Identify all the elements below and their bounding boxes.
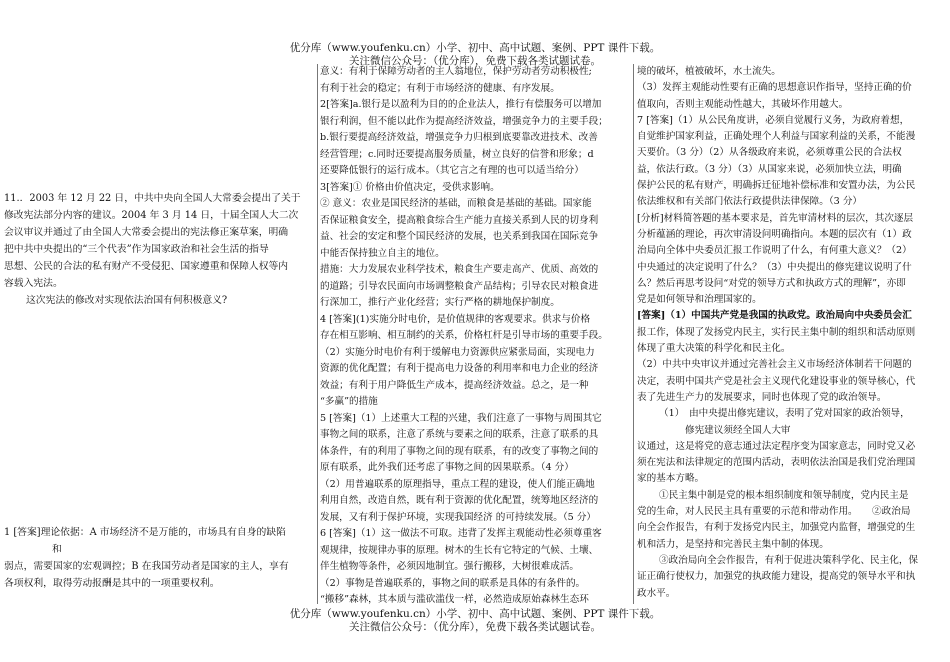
text-line: 自觉维护国家利益，正确处理个人利益与国家利益的关系，不能漫 bbox=[637, 131, 916, 143]
answer-line: 各项权利，取得劳动报酬是其中的一项重要权利。 bbox=[4, 578, 220, 589]
header-line-2: 关注微信公众号：（优分库），免费下载各类试题试卷。 bbox=[349, 55, 601, 67]
text-line: b.银行要提高经济效益，增强竞争力归根到底要靠改进技术、改善 bbox=[320, 132, 598, 143]
text-line: 决定，表明中国共产党是社会主义现代化建设事业的领导核心，代 bbox=[637, 375, 916, 387]
text-line: 中央通过的决定说明了什么？（3）中央提出的修宪建议说明了什 bbox=[637, 261, 912, 273]
text-line: 资源的优化配置；有利于提高电力设备的利用率和电力企业的经济 bbox=[320, 363, 599, 374]
text-line: 的道路；引导农民面向市场调整粮食产品结构；引导农民对粮食进 bbox=[320, 280, 599, 292]
question-line: 容载入宪法。 bbox=[4, 278, 63, 289]
left-answer bbox=[4, 524, 312, 592]
right-column bbox=[637, 64, 948, 602]
text-line: （2）中共中央审议并通过完善社会主义市场经济体制若干问题的 bbox=[637, 359, 912, 371]
text-line: 效益；有利于用户降低生产成本，提高经济效益。总之，是一种 bbox=[320, 379, 589, 391]
question-line: 把中共中央提出的“三个代表”作为国家政治和社会生活的指导 bbox=[4, 244, 269, 255]
text-line: 发展，又有利于保护环境，实现我国经济 的可持续发展。（5 分） bbox=[320, 511, 597, 523]
text-line: 么？然后再思考设问“对党的领导方式和执政方式的理解”，亦即 bbox=[637, 277, 906, 289]
text-line: [分析]材料简答题的基本要求是，首先审清材料的层次，其次逐层 bbox=[637, 212, 914, 224]
text-line: （1） 由中央提出修宪建议，表明了党对国家的政治领导， bbox=[659, 408, 910, 420]
header-line-1: 优分库（www.youfenku.cn）小学、初中、高中试题、案例、PPT 课件下载。 bbox=[289, 42, 661, 54]
text-line: ③政治局向全会作报告，有利于促进决策科学化、民主化，保 bbox=[659, 554, 919, 566]
text-line: 中能否保持独立自主的地位。 bbox=[320, 247, 445, 259]
text-line: 原有联系，此外我们还考虑了事物之间的因果联系。（4 分） bbox=[320, 462, 574, 473]
text-line: 有利于社会的稳定；有利于市场经济的健康、有序发展。 bbox=[320, 82, 560, 94]
text-line: 还要降低银行的运行成本。（其它言之有理的也可以适当给分） bbox=[320, 165, 584, 176]
text-line: 措施：大力发展农业科学技术，粮食生产要走高产、优质、高效的 bbox=[320, 264, 599, 275]
question-line: 11.．2003 年 12 月 22 日，中共中央向全国人大常委会提出了关于 bbox=[4, 193, 301, 204]
question-ask: 这次宪法的修改对实现依法治国有何积极意义? bbox=[26, 295, 228, 306]
question-line: 思想、公民的合法的私有财产不受侵犯、国家遵重和保障人权等内 bbox=[4, 261, 289, 272]
footer-line-1: 优分库（www.youfenku.cn）小学、初中、高中试题、案例、PPT 课件下载。 bbox=[289, 608, 661, 620]
question-line: 修改宪法部分内容的建议。2004 年 3 月 14 日，十届全国人大二次 bbox=[4, 210, 299, 221]
text-line: 家的基本方略。 bbox=[637, 473, 705, 485]
text-line: 议通过，这是将党的意志通过法定程序变为国家意志，同时党又必 bbox=[637, 440, 916, 452]
middle-column bbox=[320, 64, 630, 609]
column-divider-right bbox=[633, 64, 634, 604]
text-line: 修宪建议须经全国人大审 bbox=[685, 424, 791, 436]
column-divider-left bbox=[317, 64, 318, 604]
text-line: 依法维权和有关部门依法行政提供法律保障。（3 分） bbox=[637, 196, 863, 208]
text-line: （2）事物是普遍联系的，事物之间的联系是具体的有条件的。 bbox=[320, 577, 586, 589]
text-line: 益，依法行政。（3 分）（3）从国家来说，必须加快立法，明确 bbox=[637, 163, 902, 175]
text-line: 事物之间的联系，注意了系统与要素之间的联系，注意了联系的具 bbox=[320, 429, 599, 440]
text-line: 体现了重大决策的科学化和民主化。 bbox=[637, 343, 791, 355]
text-line: 5 [答案]（1）上述重大工程的兴建，我们注意了一事物与周围其它 bbox=[320, 412, 602, 424]
text-line: 党是如何领导和治理国家的。 bbox=[637, 294, 762, 306]
text-line: （3）发挥主观能动性要有正确的思想意识作指导，坚持正确的价 bbox=[637, 82, 912, 94]
text-line: 政水平。 bbox=[637, 587, 676, 599]
answer-line: 弱点，需要国家的宏观调控；B 在我国劳动者是国家的主人，享有 bbox=[4, 561, 289, 572]
text-line: 经营管理；c.同时还要提高服务质量，树立良好的信誉和形象；d bbox=[320, 148, 594, 160]
text-line: 意义：有利于保障劳动者的主人翁地位，保护劳动者劳动积极性; bbox=[320, 66, 592, 77]
text-line: 行深加工，推行产业化经营；实行严格的耕地保护制度。 bbox=[320, 297, 560, 308]
text-line: ①民主集中制是党的根本组织制度和领导制度，党内民主是 bbox=[659, 489, 909, 501]
left-question bbox=[4, 190, 312, 309]
text-line: 7 [答案]（1）从公民角度讲，必须自觉履行义务，为政府着想， bbox=[637, 114, 910, 126]
text-line: [答案]（1）中国共产党是我国的执政党。政治局向中央委员会汇 bbox=[637, 310, 912, 322]
text-line: 利用自然，改造自然，既有利于资源的优化配置，统筹地区经济的 bbox=[320, 495, 599, 506]
text-line: 伴生植物等条件，必须因地制宜。强行搬移，大树很难成活。 bbox=[320, 561, 580, 572]
answer-line: 和 bbox=[52, 544, 62, 555]
text-line: 6 [答案]（1）这一做法不可取。违背了发挥主观能动性必须尊重客 bbox=[320, 528, 602, 539]
text-line: 表了先进生产力的发展要求，同时也体现了党的政治领导。 bbox=[637, 391, 887, 403]
text-line: （2）用普遍联系的原理指导，重点工程的建设，使人们能正确地 bbox=[320, 478, 595, 490]
text-line: 党的生命，对人民民主具有重要的示范和带动作用。 ②政治局 bbox=[637, 506, 911, 518]
text-line: 存在相互影响、相互制约的关系，价格杠杆是引导市场的重要手段。 bbox=[320, 330, 608, 341]
text-line: 天要价。（3 分）（2）从各级政府来说，必须尊重公民的合法权 bbox=[637, 147, 902, 159]
text-line: “多赢”的措施 bbox=[320, 396, 378, 407]
text-line: ② 意义：农业是国民经济的基础，而粮食是基础的基础。国家能 bbox=[320, 198, 592, 209]
text-line: “搬移”森林，其本质与滥砍滥伐一样，必然造成原始森林生态环 bbox=[320, 594, 589, 605]
text-line: 否保证粮食安全，提高粮食综合生产能力直接关系到人民的切身利 bbox=[320, 214, 599, 226]
text-line: 益、社会的安定和整个国民经济的发展，也关系到我国在国际竞争 bbox=[320, 231, 599, 242]
text-line: 境的破坏，植被破坏，水土流失。 bbox=[637, 66, 781, 77]
text-line: （2）实施分时电价有利于缓解电力资源供应紧张局面，实现电力 bbox=[320, 346, 595, 358]
text-line: 向全会作报告，有利于发扬党内民主，加强党内监督，增强党的生 bbox=[637, 522, 916, 534]
text-line: 须在宪法和法律规定的范围内活动，表明依法治国是我们党治理国 bbox=[637, 457, 916, 469]
question-line: 会议审议并通过了由全国人大常委会提出的宪法修正案草案，明确 bbox=[4, 227, 289, 238]
text-line: 体条件，有的利用了事物之间的现有联系，有的改变了事物之间的 bbox=[320, 445, 599, 457]
answer-line: 1 [答案]理论依据：A 市场经济不是万能的，市场具有自身的缺陷 bbox=[4, 527, 286, 538]
text-line: 3[答案]① 价格由价值决定，受供求影响。 bbox=[320, 181, 500, 193]
text-line: 报工作，体现了发扬党内民主，实行民主集中制的组织和活动原则 bbox=[637, 326, 916, 338]
footer-line-2: 关注微信公众号：（优分库），免费下载各类试题试卷。 bbox=[349, 621, 601, 633]
text-line: 4 [答案](1)实施分时电价，是价值规律的客观要求。供求与价格 bbox=[320, 313, 591, 325]
text-line: 机和活力，是坚持和完善民主集中制的体现。 bbox=[637, 538, 829, 550]
text-line: 值取向，否则主观能动性越大，其破坏作用越大。 bbox=[637, 98, 849, 110]
text-line: 保护公民的私有财产，明确拆迁征地补偿标准和安置办法，为公民 bbox=[637, 180, 916, 192]
text-line: 分析蕴涵的理论，再次审清设问明确指向。本题的层次有（1）政 bbox=[637, 228, 912, 240]
text-line: 2[答案]a.银行是以盈利为目的的企业法人，推行有偿服务可以增加 bbox=[320, 99, 602, 110]
text-line: 证正确行使权力，加强党的执政能力建设，提高党的领导水平和执 bbox=[637, 571, 916, 583]
text-line: 治局向全体中央委员汇报工作说明了什么，有何重大意义？（2） bbox=[637, 245, 912, 257]
text-line: 观规律，按规律办事的原理。树木的生长有它特定的气候、土壤、 bbox=[320, 544, 599, 556]
text-line: 银行利润，但不能以此作为提高经济效益，增强竞争力的主要手段； bbox=[320, 115, 608, 127]
